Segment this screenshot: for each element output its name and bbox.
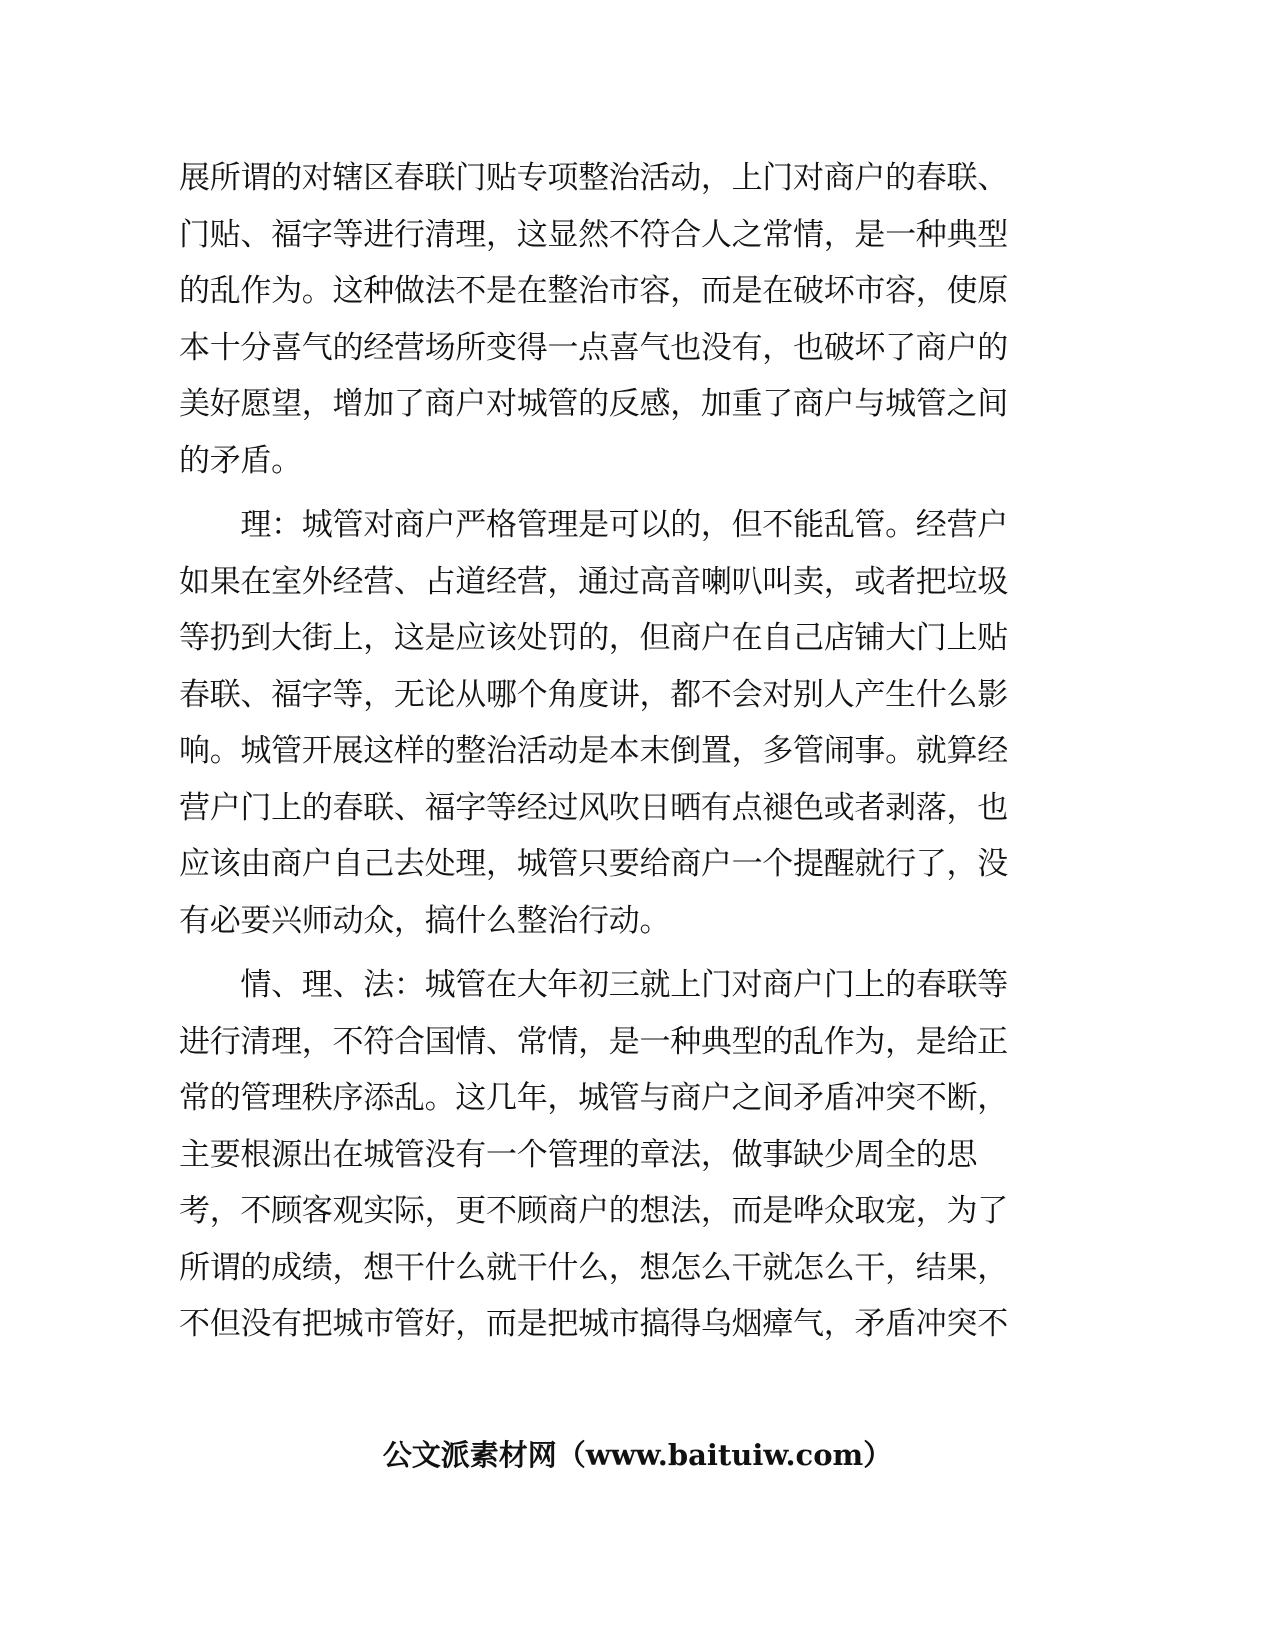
text-line: 的矛盾。 [179, 442, 302, 479]
text-line: 考，不顾客观实际，更不顾商户的想法，而是哗众取宠，为了 [179, 1193, 1008, 1229]
text-line: 响。城管开展这样的整治活动是本末倒置，多管闹事。就算经 [179, 733, 1008, 769]
text-line: 门贴、福字等进行清理，这显然不符合人之常情，是一种典型 [179, 216, 1008, 253]
text-line: 主要根源出在城管没有一个管理的章法，做事缺少周全的思 [179, 1136, 978, 1173]
text-line: 美好愿望，增加了商户对城管的反感，加重了商户与城管之间 [179, 386, 1008, 422]
paragraph-3 [179, 957, 1039, 1353]
text-line: 营户门上的春联、福字等经过风吹日晒有点褪色或者剥落，也 [179, 789, 1008, 826]
text-line: 的乱作为。这种做法不是在整治市容，而是在破坏市容，使原 [179, 273, 1008, 309]
text-line: 情、理、法：城管在大年初三就上门对商户门上的春联等 [179, 967, 1008, 1003]
text-line: 常的管理秩序添乱。这几年，城管与商户之间矛盾冲突不断， [179, 1080, 1008, 1116]
text-line: 等扔到大街上，这是应该处罚的，但商户在自己店铺大门上贴 [179, 620, 1008, 656]
text-line: 理：城管对商户严格管理是可以的，但不能乱管。经营户 [179, 507, 1008, 543]
text-line: 应该由商户自己去处理，城管只要给商户一个提醒就行了，没 [179, 846, 1008, 882]
text-line: 所谓的成绩，想干什么就干什么，想怎么干就怎么干，结果， [179, 1249, 1008, 1286]
paragraph-1 [179, 150, 1039, 489]
text-line: 春联、福字等，无论从哪个角度讲，都不会对别人产生什么影 [179, 676, 1008, 713]
text-line: 不但没有把城市管好，而是把城市搞得乌烟瘴气，矛盾冲突不 [179, 1306, 1008, 1342]
text-line: 本十分喜气的经营场所变得一点喜气也没有，也破坏了商户的 [179, 329, 1008, 366]
article-body [179, 150, 1039, 1361]
footer-watermark: 公文派素材网（www.baituiw.com） [382, 1438, 893, 1472]
text-line: 进行清理，不符合国情、常情，是一种典型的乱作为，是给正 [179, 1023, 1008, 1060]
text-line: 有必要兴师动众，搞什么整治行动。 [179, 902, 671, 939]
paragraph-2 [179, 497, 1039, 949]
text-line: 展所谓的对辖区春联门贴专项整治活动，上门对商户的春联、 [179, 160, 1008, 196]
text-line: 如果在室外经营、占道经营，通过高音喇叭叫卖，或者把垃圾 [179, 563, 1008, 600]
